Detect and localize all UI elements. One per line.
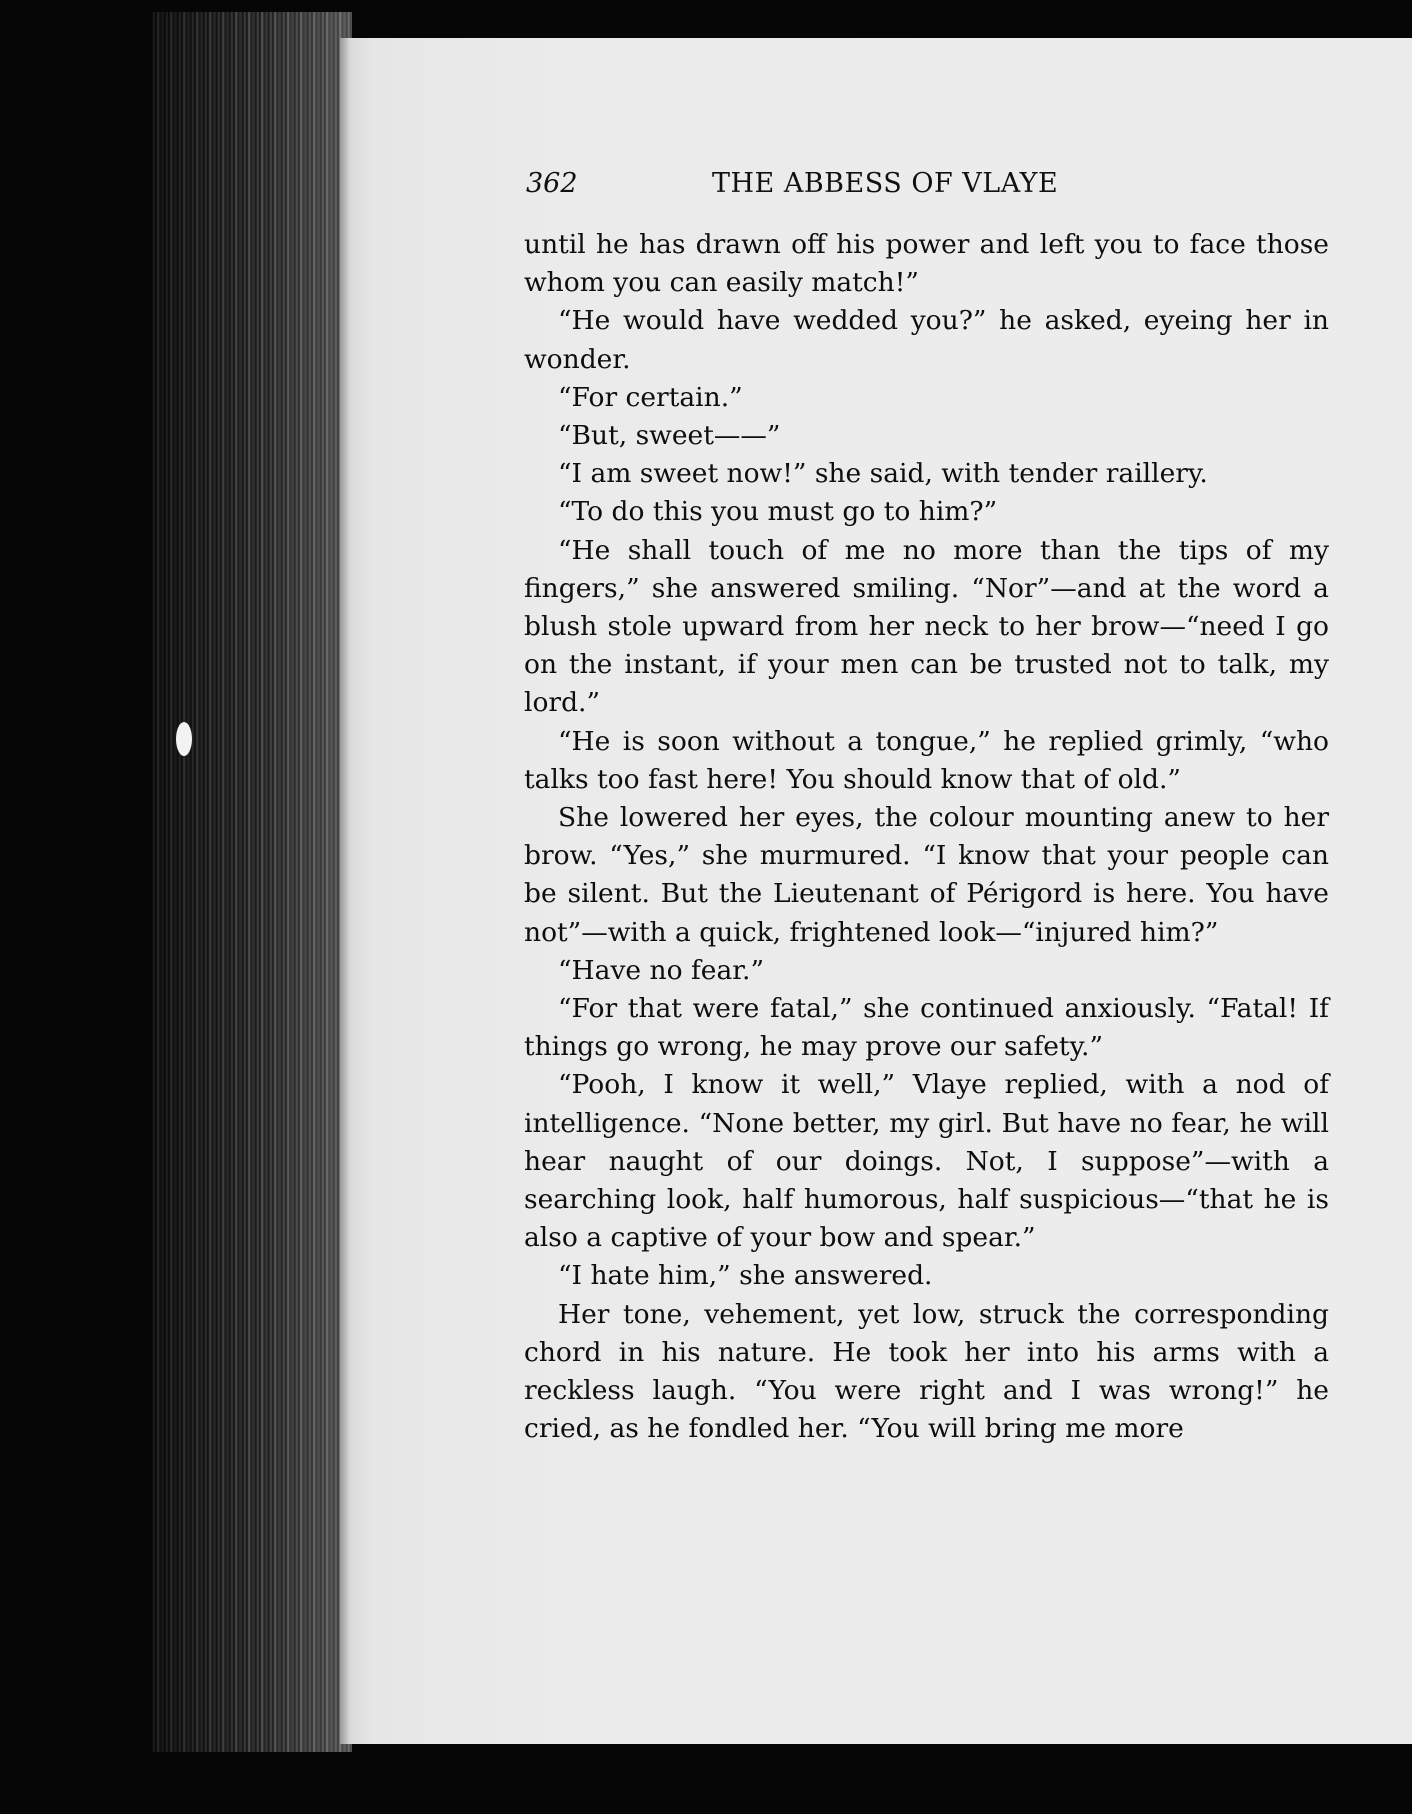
body-text xyxy=(524,226,1329,1449)
paragraph: “But, sweet——” xyxy=(558,420,781,452)
paragraph: She lowered her eyes, the colour mounting anew to her brow. “Yes,” she murmured. “I know that your people can be silent. But the Lieutenant of Périgord is here. You have not”—with a quick, frightened look—“injured him?” xyxy=(524,802,1329,948)
page-edges xyxy=(152,12,352,1752)
ink-blot xyxy=(176,722,192,756)
paragraph: “He shall touch of me no more than the tips of my fingers,” she answered smiling. “Nor”—and at the word a blush stole upward from her neck to her brow—“need I go on the instant, if your men can be trusted not to talk, my lord.” xyxy=(524,534,1329,719)
paragraph: “To do this you must go to him?” xyxy=(558,496,998,528)
running-title: THE ABBESS OF VLAYE xyxy=(712,168,1059,199)
book-page xyxy=(340,38,1412,1744)
paragraph: “I am sweet now!” she said, with tender raillery. xyxy=(558,458,1208,490)
paragraph: “For that were fatal,” she continued anxiously. “Fatal! If things go wrong, he may prove our safety.” xyxy=(524,993,1329,1063)
paragraph: “Have no fear.” xyxy=(558,954,764,986)
paragraph: “For certain.” xyxy=(558,381,743,413)
page-number: 362 xyxy=(526,168,578,199)
paragraph: “Pooh, I know it well,” Vlaye replied, with a nod of intelligence. “None better, my girl. But have no fear, he will hear naught of our doings. Not, I suppose”—with a searching look, half humorous, half suspicious—“that he is also a captive of your bow and spear.” xyxy=(524,1069,1329,1254)
paragraph: “I hate him,” she answered. xyxy=(558,1260,933,1292)
running-head xyxy=(526,158,1326,208)
paragraph: until he has drawn off his power and left you to face those whom you can easily match!” xyxy=(524,229,1329,299)
paragraph: “He is soon without a tongue,” he replied grimly, “who talks too fast here! You should know that of old.” xyxy=(524,725,1329,795)
paragraph: “He would have wedded you?” he asked, eyeing her in wonder. xyxy=(524,305,1329,375)
paragraph: Her tone, vehement, yet low, struck the corresponding chord in his nature. He took her into his arms with a reckless laugh. “You were right and I was wrong!” he cried, as he fondled her. “You will bring me more xyxy=(524,1298,1329,1445)
